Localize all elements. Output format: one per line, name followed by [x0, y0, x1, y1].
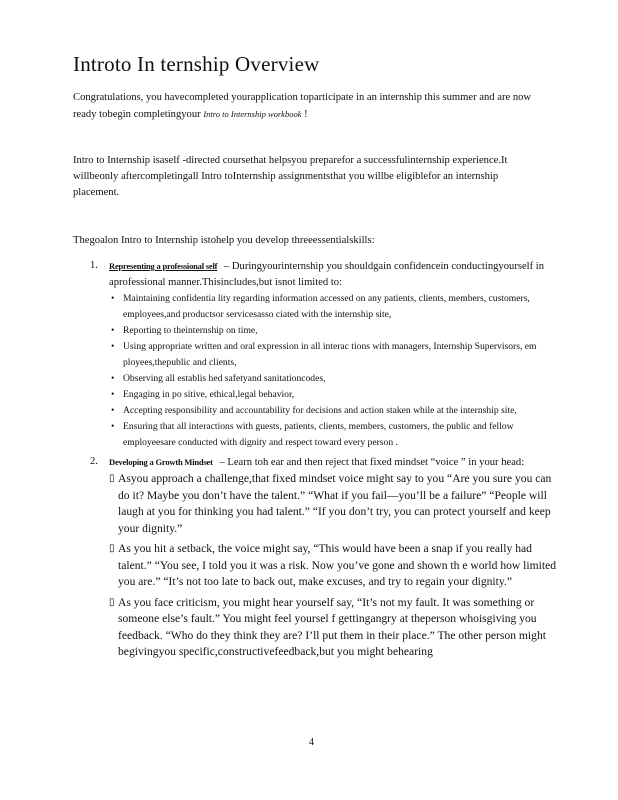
- bullet-item: • Using appropriate written and oral expression in all interac tions with managers, Internship Supervisors, em ployees,thepublic and clients,: [109, 339, 560, 371]
- skill-bullets: [109, 291, 560, 451]
- intro-text-a: Congratulations, you havecompleted yourapplication toparticipate in an internship this summer and are now ready tobegin completingyour: [73, 92, 532, 120]
- skill-heading: Developing a Growth Mindset: [109, 457, 213, 467]
- mindset-example: ▯ As you face criticism, you might hear yourself say, “It’s not my fault. It was something or someone else’s fault.” You might feel yoursel f gettingangry at theperson whoisgiving you feedback. “Who do they think they are? I’ll put them in their place.” The other person might begivingyou specific,constructivefeedback,but you might behearing: [109, 595, 546, 658]
- skill-item-1: [90, 258, 560, 451]
- page-title: Introto In ternship Overview: [73, 52, 320, 76]
- bullet-item: • Ensuring that all interactions with guests, patients, clients, members, customers, the public and fellow employeesare conducted with dignity and respect toward every person .: [109, 419, 560, 451]
- bullet-item: • Observing all establis hed safetyand sanitationcodes,: [109, 371, 560, 387]
- box-icon: ▯: [109, 543, 115, 554]
- bullet-item: • Maintaining confidentia lity regarding information accessed on any patients, clients, members, customers, employees,and productsor servicesasso ciated with the internship site,: [109, 291, 560, 323]
- mindset-example: ▯ Asyou approach a challenge,that fixed mindset voice might say to you “Are you sure you can do it? Maybe you don’t have the talent.” “What if you fail—you’ll be a failure” “People will laugh at you for thinking you had talent.” “If you don’t try, you can protect yourself and keep your dignity.”: [109, 472, 552, 535]
- intro-paragraph-2: Intro to Internship isaself -directed coursethat helpsyou preparefor a successfulinternship experience.It willbeonly aftercompletingall Intro toInternship assignmentsthat you willbe eligiblefor an internship placement.: [73, 155, 508, 198]
- skill-number: 1.: [90, 260, 98, 271]
- bullet-item: • Accepting responsibility and accountability for decisions and action staken while at the internship site,: [109, 403, 560, 419]
- intro-paragraph-1: [73, 90, 543, 123]
- workbook-title: Intro to Internship workbook: [203, 109, 302, 119]
- page-number: 4: [309, 737, 314, 748]
- mindset-example: ▯ As you hit a setback, the voice might say, “This would have been a snap if you really had talent.” “You see, I told you it was a risk. Now you’ve gone and shown th e world how limited you are.” “It’s not too late to back out, make excuses, and try to regain your dignity.”: [109, 542, 557, 588]
- box-icon: ▯: [109, 596, 115, 608]
- skill-item-2: [90, 454, 560, 661]
- skill-text: – Learn toh ear and then reject that fixed mindset “voice ” in your head:: [216, 457, 525, 468]
- skill-heading: Representing a professional self: [109, 261, 218, 271]
- skills-list: [90, 258, 560, 665]
- bullet-item: • Engaging in po sitive, ethical,legal behavior,: [109, 387, 560, 403]
- skill-number: 2.: [90, 456, 98, 467]
- goal-paragraph: Thegoalon Intro to Internship istohelp you develop threeessentialskills:: [73, 235, 375, 246]
- box-icon: ▯: [109, 473, 115, 484]
- bullet-item: • Reporting to theinternship on time,: [109, 323, 560, 339]
- intro-text-b: !: [301, 109, 308, 120]
- mindset-examples: [109, 471, 560, 661]
- skill-text: – Duringyourinternship you shouldgain confidencein conductingyourself in aprofessional manner.Thisincludes,but isnot limited to:: [109, 261, 545, 288]
